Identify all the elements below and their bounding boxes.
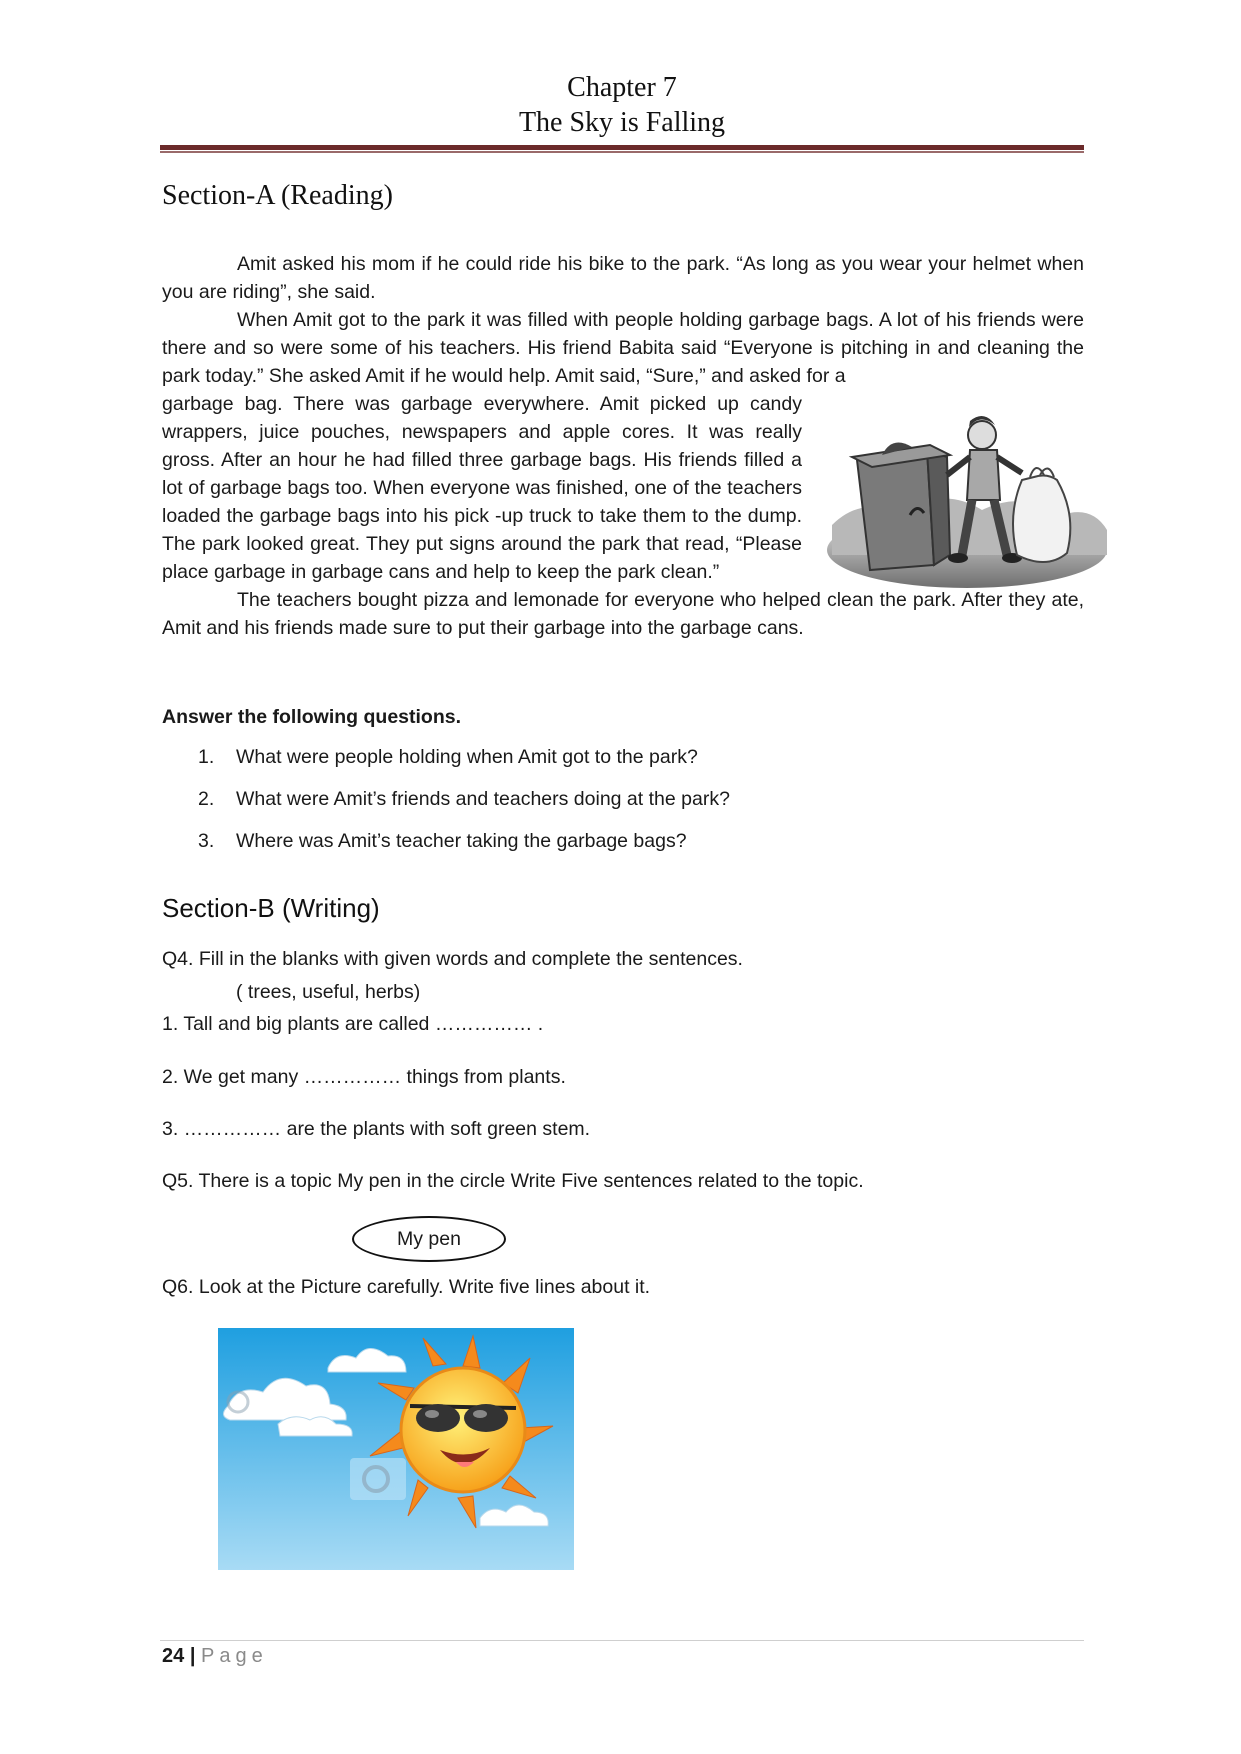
question-text: Where was Amit’s teacher taking the garbage bags? xyxy=(236,830,687,852)
boy-garbage-illustration xyxy=(822,405,1112,593)
question-number: 1. xyxy=(198,746,215,768)
question-text: What were people holding when Amit got to the park? xyxy=(236,746,698,768)
question-number: 2. xyxy=(198,788,215,810)
list-item xyxy=(198,788,730,830)
page-number: 24 xyxy=(162,1645,185,1667)
list-item xyxy=(198,830,730,872)
page-footer xyxy=(162,1645,268,1668)
q4-item-2: 2. We get many …………… things from plants. xyxy=(162,1066,566,1088)
chapter-title: The Sky is Falling xyxy=(518,107,726,138)
q6-instruction: Q6. Look at the Picture carefully. Write five lines about it. xyxy=(162,1276,651,1298)
question-number: 3. xyxy=(198,830,215,852)
questions-heading: Answer the following questions. xyxy=(162,706,462,728)
list-item xyxy=(198,746,730,788)
q4-item-3: 3. …………… are the plants with soft green stem. xyxy=(162,1118,591,1140)
q4-instruction: Q4. Fill in the blanks with given words and complete the sentences. xyxy=(162,948,743,970)
question-list xyxy=(198,746,730,872)
header-rule xyxy=(160,145,1084,150)
question-text: What were Amit’s friends and teachers doing at the park? xyxy=(236,788,730,810)
q4-item-1: 1. Tall and big plants are called …………… . xyxy=(162,1013,544,1035)
chapter-number: Chapter 7 xyxy=(567,72,677,103)
section-b-heading: Section-B (Writing) xyxy=(162,893,380,923)
footer-rule xyxy=(160,1640,1084,1641)
q4-word-bank: ( trees, useful, herbs) xyxy=(236,981,421,1003)
topic-label: My pen xyxy=(397,1227,461,1250)
sun-picture xyxy=(218,1328,574,1570)
q5-instruction: Q5. There is a topic My pen in the circle Write Five sentences related to the topic. xyxy=(162,1170,864,1192)
topic-oval xyxy=(352,1216,506,1262)
passage-paragraph-1: Amit asked his mom if he could ride his bike to the park. “As long as you wear your helmet when you are riding”, she said. xyxy=(162,253,1084,303)
passage-paragraph-3: The teachers bought pizza and lemonade for everyone who helped clean the park. After they ate, Amit and his friends made sure to put their garbage into the garbage cans. xyxy=(162,589,1084,639)
page-label: Page xyxy=(200,1645,268,1667)
passage-paragraph-2: When Amit got to the park it was filled with people holding garbage bags. A lot of his friends were there and so were some of his teachers. His friend Babita said “Everyone is pitching in and cleaning the park today.” She asked Amit if he would help. Amit said, “Sure,” and asked for a xyxy=(162,309,1084,387)
passage-paragraph-2-continued: garbage bag. There was garbage everywhere. Amit picked up candy wrappers, juice pouches, newspapers and apple cores. It was really gross. After an hour he had filled three garbage bags. His friends filled a lot of garbage bags too. When everyone was finished, one of the teachers loaded the garbage bags into his pick -up truck to take them to the dump. The park looked great. They put signs around the park that read, “Please place garbage in garbage cans and help to keep the park clean.” xyxy=(162,393,802,583)
section-a-heading: Section-A (Reading) xyxy=(162,180,393,211)
header-rule-thin xyxy=(160,151,1084,153)
footer-separator: | xyxy=(189,1645,196,1667)
chapter-header xyxy=(160,70,1084,140)
